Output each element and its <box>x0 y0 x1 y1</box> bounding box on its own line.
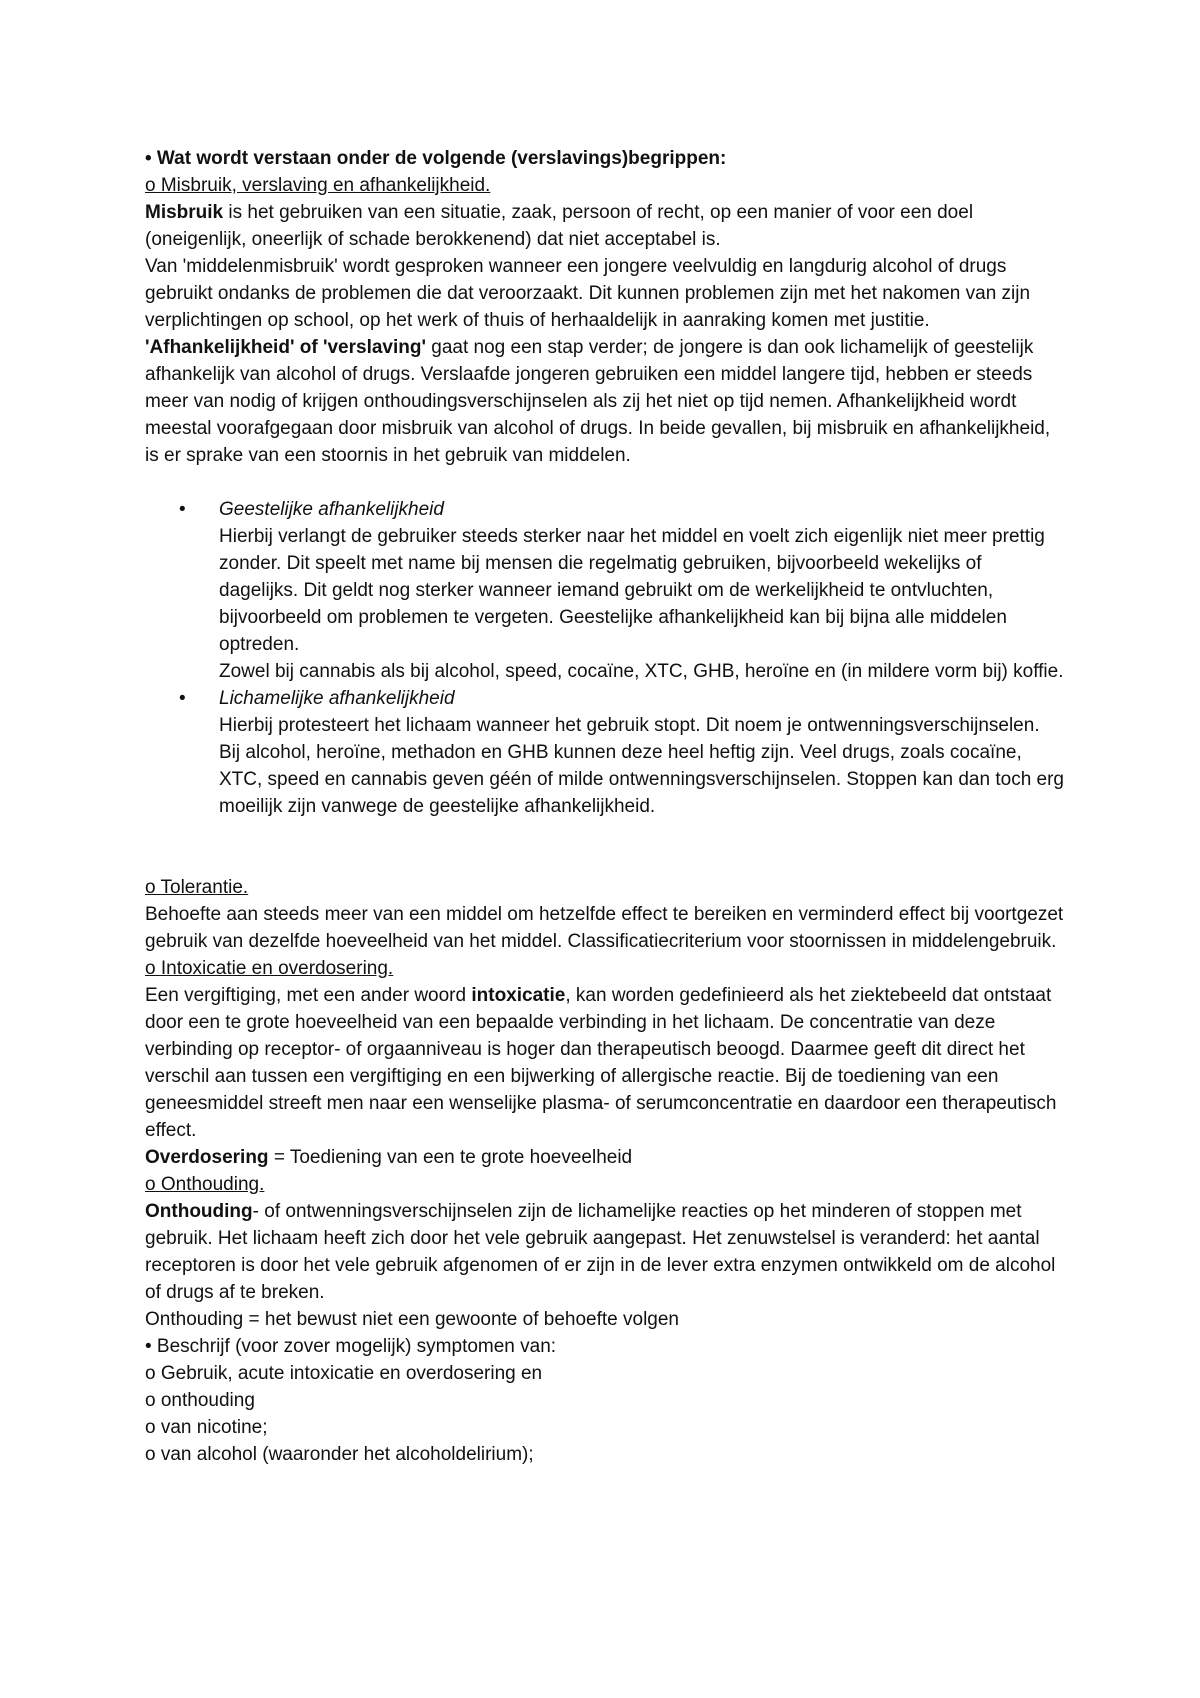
list-item-text: Hierbij protesteert het lichaam wanneer het gebruik stopt. Dit noem je ontwenningsverschijnselen. Bij alcohol, heroïne, methadon en GHB kunnen deze heel heftig zijn. Veel drugs, zoals cocaïne, XTC, speed en cannabis geven géén of milde ontwenningsverschijnselen. Stoppen kan dan toch erg moeilijk zijn vanwege de geestelijke afhankelijkheid. <box>219 715 1064 817</box>
document-page <box>145 145 1065 1468</box>
term: Onthouding <box>145 1201 253 1222</box>
section-heading: • Beschrijf (voor zover mogelijk) symptomen van: <box>145 1336 557 1357</box>
definition-list <box>145 496 1065 820</box>
term: Overdosering <box>145 1147 269 1168</box>
bullet-icon: • <box>179 688 186 709</box>
term: 'verslaving' <box>322 337 427 358</box>
list-line: o van nicotine; <box>145 1417 268 1438</box>
paragraph: Een vergiftiging, met een ander woord intoxicatie, kan worden gedefinieerd als het ziektebeeld dat ontstaat door een te grote hoeveelheid van een bepaalde verbinding in het lichaam. De concentratie van deze verbinding op receptor- of orgaanniveau is hoger dan therapeutisch beoogd. Daarmee geeft dit direct het verschil aan tussen een vergiftiging en een bijwerking of allergische reactie. Bij de toediening van een geneesmiddel streeft men naar een wenselijke plasma- of serumconcentratie en daardoor een therapeutisch effect. <box>145 985 1057 1141</box>
list-item-text: Zowel bij cannabis als bij alcohol, speed, cocaïne, XTC, GHB, heroïne en (in mildere vorm bij) koffie. <box>219 661 1064 682</box>
list-line: o Gebruik, acute intoxicatie en overdosering en <box>145 1363 543 1384</box>
list-item <box>145 685 1065 820</box>
list-item-text: Hierbij verlangt de gebruiker steeds sterker naar het middel en voelt zich eigenlijk niet meer prettig zonder. Dit speelt met name bij mensen die regelmatig gebruiken, bijvoorbeeld wekelijks of dagelijks. Dit geldt nog sterker wanneer iemand gebruikt om de werkelijkheid te ontvluchten, bijvoorbeeld om problemen te vergeten. Geestelijke afhankelijkheid kan bij bijna alle middelen optreden. <box>219 526 1045 655</box>
list-item-title: Geestelijke afhankelijkheid <box>219 499 444 520</box>
list-item <box>145 496 1065 685</box>
paragraph: Onthouding = het bewust niet een gewoonte of behoefte volgen <box>145 1309 679 1330</box>
paragraph: Behoefte aan steeds meer van een middel om hetzelfde effect te bereiken en verminderd effect bij voortgezet gebruik van dezelfde hoeveelheid van het middel. Classificatiecriterium voor stoornissen in middelengebruik. <box>145 904 1064 952</box>
term: intoxicatie <box>471 985 566 1006</box>
paragraph: Van 'middelenmisbruik' wordt gesproken wanneer een jongere veelvuldig en langdurig alcohol of drugs gebruikt ondanks de problemen die dat veroorzaakt. Dit kunnen problemen zijn met het nakomen van zijn verplichtingen op school, op het werk of thuis of herhaaldelijk in aanraking komen met justitie. 'Afhankelijkheid' of 'verslaving' gaat nog een stap verder; de jongere is dan ook lichamelijk of geestelijk afhankelijk van alcohol of drugs. Verslaafde jongeren gebruiken een middel langere tijd, hebben er steeds meer van nodig of krijgen onthoudingsverschijnselen als zij het niet op tijd nemen. Afhankelijkheid wordt meestal voorafgegaan door misbruik van alcohol of drugs. In beide gevallen, bij misbruik en afhankelijkheid, is er sprake van een stoornis in het gebruik van middelen. <box>145 256 1051 466</box>
subsection-title: o Tolerantie. <box>145 877 249 898</box>
paragraph: Overdosering = Toediening van een te grote hoeveelheid <box>145 1147 633 1168</box>
paragraph: Onthouding- of ontwenningsverschijnselen zijn de lichamelijke reacties op het minderen of stoppen met gebruik. Het lichaam heeft zich door het vele gebruik aangepast. Het zenuwstelsel is veranderd: het aantal receptoren is door het vele gebruik afgenomen of er zijn in de lever extra enzymen ontwikkeld om de alcohol of drugs af te breken. <box>145 1201 1056 1303</box>
list-line: o van alcohol (waaronder het alcoholdelirium); <box>145 1444 534 1465</box>
subsection-title: o Misbruik, verslaving en afhankelijkheid. <box>145 175 491 196</box>
subsection-title: o Onthouding. <box>145 1174 265 1195</box>
term: Misbruik <box>145 202 224 223</box>
list-line: o onthouding <box>145 1390 255 1411</box>
list-item-title: Lichamelijke afhankelijkheid <box>219 688 455 709</box>
paragraph: Misbruik is het gebruiken van een situatie, zaak, persoon of recht, op een manier of voor een doel (oneigenlijk, oneerlijk of schade berokkenend) dat niet acceptabel is. <box>145 202 974 250</box>
section-heading: • Wat wordt verstaan onder de volgende (verslavings)begrippen: <box>145 148 727 169</box>
bullet-icon: • <box>179 499 186 520</box>
term: 'Afhankelijkheid' <box>145 337 295 358</box>
subsection-title: o Intoxicatie en overdosering. <box>145 958 394 979</box>
